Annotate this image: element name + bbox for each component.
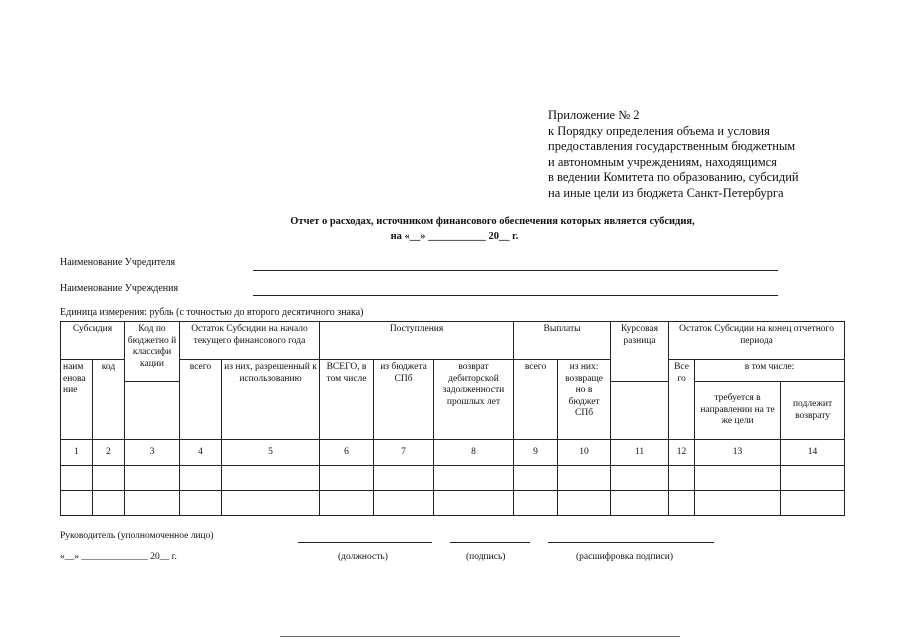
column-numbers-row [61, 440, 845, 466]
appendix-line: к Порядку определения объема и условия [548, 123, 770, 138]
header-payments: Выплаты [514, 322, 611, 360]
header-code: код [93, 360, 125, 440]
table-cell[interactable] [222, 466, 320, 491]
table-cell[interactable] [320, 466, 374, 491]
report-title-line: Отчет о расходах, источником финансового обеспечения которых является субсидия, [290, 216, 695, 227]
column-number: 6 [320, 440, 374, 466]
table-cell[interactable] [558, 466, 611, 491]
signature-decode-caption: (расшифровка подписи) [576, 552, 673, 562]
table-cell[interactable] [125, 491, 180, 516]
table-cell[interactable] [781, 466, 845, 491]
header-from-budget: из бюджета СПб [374, 360, 434, 440]
table-cell[interactable] [434, 466, 514, 491]
table-cell[interactable] [695, 491, 781, 516]
header-name: наим енова ние [61, 360, 93, 440]
appendix-line: в ведении Комитета по образованию, субсидий [548, 170, 799, 184]
appendix-line: предоставления государственным бюджетным [548, 139, 796, 153]
header-balance-start-total: всего [180, 360, 222, 440]
header-receipts: Поступления [320, 322, 514, 360]
table-cell[interactable] [180, 466, 222, 491]
header-returned-to-budget: из них: возвраще но в бюджет СПб [558, 360, 611, 440]
appendix-line: и автономным учреждениям, находящимся [548, 154, 777, 169]
column-number: 7 [374, 440, 434, 466]
header-exchange-cont [611, 382, 669, 440]
column-number: 12 [669, 440, 695, 466]
table-cell[interactable] [93, 491, 125, 516]
header-required-same-purpose: требуется в направлении на те же цели [695, 382, 781, 440]
report-date-line: на «__» ___________ 20__ г. [390, 231, 519, 242]
appendix-line: Приложение № 2 [548, 108, 640, 122]
table-cell[interactable] [669, 466, 695, 491]
table-cell[interactable] [61, 466, 93, 491]
header-receivables: возврат дебиторской задолженности прошлых лет [434, 360, 514, 440]
head-label: Руководитель (уполномоченное лицо) [60, 531, 214, 541]
institution-label: Наименование Учреждения [60, 283, 179, 294]
signature-date-line: «__» ______________ 20__ г. [60, 552, 177, 562]
table-cell[interactable] [695, 466, 781, 491]
appendix-line: на иные цели из бюджета Санкт-Петербурга [548, 185, 784, 200]
table-cell[interactable] [93, 466, 125, 491]
table-row[interactable] [61, 466, 845, 491]
signature-decode-field[interactable] [548, 542, 714, 543]
institution-field[interactable] [253, 295, 778, 296]
column-number: 8 [434, 440, 514, 466]
header-balance-end-total: Все го [669, 360, 695, 440]
header-exchange-difference: Курсовая разница [611, 322, 669, 382]
column-number: 14 [781, 440, 845, 466]
header-to-return: подлежит возврату [781, 382, 845, 440]
table-cell[interactable] [514, 491, 558, 516]
position-caption: (должность) [338, 552, 388, 562]
table-cell[interactable] [611, 491, 669, 516]
column-number: 3 [125, 440, 180, 466]
header-subsidy: Субсидия [61, 322, 125, 360]
table-cell[interactable] [222, 491, 320, 516]
table-cell[interactable] [61, 491, 93, 516]
column-number: 9 [514, 440, 558, 466]
subsidy-report-table [60, 321, 845, 516]
header-receipts-total: ВСЕГО, в том числе [320, 360, 374, 440]
table-cell[interactable] [611, 466, 669, 491]
table-cell[interactable] [320, 491, 374, 516]
position-field[interactable] [298, 542, 432, 543]
founder-label: Наименование Учредителя [60, 257, 176, 268]
column-number: 11 [611, 440, 669, 466]
table-cell[interactable] [514, 466, 558, 491]
column-number: 1 [61, 440, 93, 466]
table-row[interactable] [61, 491, 845, 516]
column-number: 10 [558, 440, 611, 466]
column-number: 2 [93, 440, 125, 466]
report-title [0, 214, 905, 244]
header-including: в том числе: [695, 360, 845, 382]
column-number: 13 [695, 440, 781, 466]
header-allowed: из них, разрешенный к использованию [222, 360, 320, 440]
header-balance-start: Остаток Субсидии на начало текущего финансового года [180, 322, 320, 360]
appendix-block [548, 108, 878, 201]
header-payments-total: всего [514, 360, 558, 440]
signature-caption: (подпись) [466, 552, 506, 562]
header-budget-code: Код по бюджетно й классифи кации [125, 322, 180, 382]
table-cell[interactable] [374, 491, 434, 516]
founder-field[interactable] [253, 270, 778, 271]
page-edge-divider [280, 636, 680, 637]
table-cell[interactable] [558, 491, 611, 516]
column-number: 4 [180, 440, 222, 466]
header-balance-end: Остаток Субсидии на конец отчетного периода [669, 322, 845, 360]
table-cell[interactable] [781, 491, 845, 516]
signature-field[interactable] [450, 542, 530, 543]
table-cell[interactable] [374, 466, 434, 491]
table-cell[interactable] [125, 466, 180, 491]
table-cell[interactable] [669, 491, 695, 516]
header-budget-code-cont [125, 382, 180, 440]
table-cell[interactable] [180, 491, 222, 516]
table-cell[interactable] [434, 491, 514, 516]
column-number: 5 [222, 440, 320, 466]
unit-label: Единица измерения: рубль (с точностью до второго десятичного знака) [60, 307, 364, 318]
header-row-1 [61, 322, 845, 360]
